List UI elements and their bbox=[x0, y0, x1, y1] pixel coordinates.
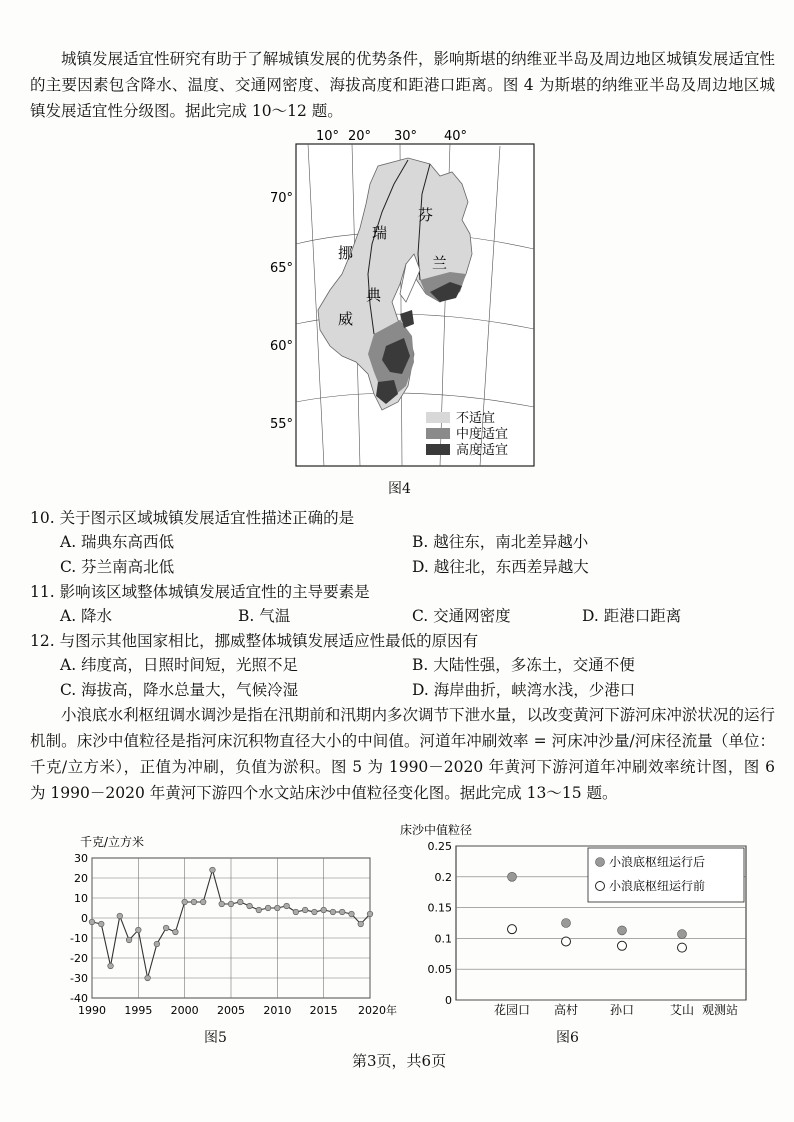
data-point bbox=[228, 901, 234, 907]
y-axis-title: 床沙中值粒径 bbox=[400, 823, 473, 837]
x-axis-title: 观测站 bbox=[702, 1003, 739, 1017]
y-tick-label: 0.1 bbox=[434, 932, 452, 946]
legend-marker-before bbox=[596, 882, 605, 891]
y-tick-label: 20 bbox=[74, 872, 88, 885]
legend-swatch-moderate bbox=[426, 428, 450, 439]
y-tick-label: 0.25 bbox=[427, 840, 452, 853]
y-tick-label: 0.15 bbox=[427, 901, 452, 915]
x-tick-label: 1990 bbox=[78, 1004, 106, 1017]
data-point-after bbox=[508, 872, 517, 881]
lat-label: 55° bbox=[270, 417, 294, 432]
y-tick-label: 0 bbox=[81, 912, 88, 925]
data-point bbox=[117, 913, 123, 919]
lon-label: 30° bbox=[394, 129, 418, 144]
question-11-option-b: B. 气温 bbox=[238, 607, 291, 625]
data-point bbox=[126, 937, 132, 943]
data-point bbox=[237, 899, 243, 905]
data-point bbox=[154, 941, 160, 947]
x-category-label: 高村 bbox=[553, 1003, 579, 1017]
y-tick-label: 0.2 bbox=[434, 870, 452, 884]
x-category-label: 花园口 bbox=[493, 1003, 531, 1017]
country-label-finland: 芬 bbox=[418, 206, 434, 224]
lat-label: 70° bbox=[270, 191, 294, 206]
country-label-norway: 威 bbox=[338, 310, 354, 328]
data-point bbox=[163, 925, 169, 931]
legend-swatch-high bbox=[426, 444, 450, 455]
legend-label: 小浪底枢纽运行前 bbox=[609, 879, 706, 893]
legend-swatch-unsuitable bbox=[426, 412, 450, 423]
y-tick-label: -10 bbox=[70, 932, 88, 945]
data-point bbox=[173, 929, 179, 935]
intro-paragraph-1 bbox=[30, 46, 775, 124]
question-11-option-d: D. 距港口距离 bbox=[582, 607, 682, 625]
data-point bbox=[182, 899, 188, 905]
country-label-finland: 兰 bbox=[432, 254, 448, 272]
lat-label: 65° bbox=[270, 261, 294, 276]
data-point bbox=[339, 909, 345, 915]
figure-5-caption: 图5 bbox=[204, 1030, 227, 1046]
data-point bbox=[145, 975, 151, 981]
country-label-norway: 挪 bbox=[338, 244, 354, 262]
data-point bbox=[98, 921, 104, 927]
lon-label: 40° bbox=[444, 129, 468, 144]
x-tick-label: 2005 bbox=[217, 1004, 245, 1017]
data-point bbox=[191, 899, 197, 905]
lon-label: 10° bbox=[316, 129, 340, 144]
data-point bbox=[358, 921, 364, 927]
intro-1-text: 城镇发展适宜性研究有助于了解城镇发展的优势条件，影响斯堪的纳维亚半岛及周边地区城镇发展适宜性的主要因素包含降水、温度、交通网密度、海拔高度和距港口距离。图 4 为斯堪的纳维亚半岛及周边地区城镇发展适宜性分级图。据此完成 10～12 题。 bbox=[30, 50, 775, 120]
data-point bbox=[321, 907, 327, 913]
question-11-option-a: A. 降水 bbox=[60, 607, 113, 625]
country-label-sweden: 典 bbox=[366, 286, 382, 304]
question-12-option-d: D. 海岸曲折，峡湾水浅，少港口 bbox=[412, 681, 636, 699]
question-12-stem: 12. 与图示其他国家相比，挪威整体城镇发展适应性最低的原因有 bbox=[30, 632, 479, 650]
y-tick-label: -20 bbox=[70, 952, 88, 965]
lon-label: 20° bbox=[348, 129, 372, 144]
question-11-stem: 11. 影响该区域整体城镇发展适宜性的主导要素是 bbox=[30, 583, 370, 601]
x-tick-label: 1995 bbox=[124, 1004, 153, 1017]
question-10-option-d: D. 越往北，东西差异越大 bbox=[412, 558, 589, 576]
country-label-sweden: 瑞 bbox=[372, 224, 388, 242]
question-12-option-b: B. 大陆性强，多冻土，交通不便 bbox=[412, 656, 635, 674]
data-point bbox=[293, 909, 299, 915]
data-point-after bbox=[618, 926, 627, 935]
data-point-after bbox=[678, 930, 687, 939]
data-point bbox=[108, 963, 114, 969]
data-point bbox=[247, 903, 253, 909]
question-10-stem: 10. 关于图示区域城镇发展适宜性描述正确的是 bbox=[30, 509, 355, 527]
x-category-label: 艾山 bbox=[669, 1003, 695, 1017]
y-axis-title: 千克/立方米 bbox=[80, 835, 145, 849]
x-tick-label: 2000 bbox=[170, 1004, 199, 1017]
data-point-before bbox=[618, 941, 627, 950]
page-footer: 第3页，共6页 bbox=[352, 1052, 447, 1070]
data-point bbox=[302, 907, 308, 913]
intro-paragraph-2 bbox=[30, 702, 775, 806]
x-category-label: 孙口 bbox=[609, 1003, 635, 1017]
question-12-option-c: C. 海拔高，降水总量大，气候冷湿 bbox=[60, 681, 299, 699]
legend-label: 中度适宜 bbox=[456, 427, 509, 442]
x-tick-label: 2020年 bbox=[358, 1004, 397, 1017]
legend-label: 高度适宜 bbox=[456, 443, 509, 458]
data-point bbox=[284, 903, 290, 909]
legend-label: 小浪底枢纽运行后 bbox=[609, 855, 706, 869]
y-tick-label: -30 bbox=[70, 972, 88, 985]
data-point bbox=[265, 905, 271, 911]
figure-6-chart bbox=[396, 818, 780, 1018]
data-point bbox=[275, 905, 281, 911]
data-point bbox=[219, 901, 225, 907]
y-tick-label: -40 bbox=[70, 992, 88, 1005]
figure-4-caption: 图4 bbox=[388, 481, 411, 497]
question-11-option-c: C. 交通网密度 bbox=[412, 607, 511, 625]
y-tick-label: 0 bbox=[445, 994, 452, 1007]
question-10-option-a: A. 瑞典东高西低 bbox=[60, 533, 175, 551]
x-tick-label: 2010 bbox=[263, 1004, 292, 1017]
data-point bbox=[210, 867, 216, 873]
lat-label: 60° bbox=[270, 339, 294, 354]
question-10-option-c: C. 芬兰南高北低 bbox=[60, 558, 175, 576]
data-point bbox=[89, 919, 95, 925]
legend-marker-after bbox=[596, 858, 605, 867]
y-tick-label: 10 bbox=[74, 892, 88, 905]
intro-2-text: 小浪底水利枢纽调水调沙是指在汛期前和汛期内多次调节下泄水量，以改变黄河下游河床冲淤状况的运行机制。床沙中值粒径是指河床沉积物直径大小的中间值。河道年冲刷效率 = 河床冲沙量/河床径流量（单位：千克/立方米），正值为冲刷，负值为淤积。图 5 为 1990－2020 年黄河下游河道年冲刷效率统计图，图 6 为 1990－2020 年黄河下游四个水文站床沙中值粒径变化图。据此完成 13～15 题。 bbox=[30, 706, 775, 802]
x-tick-label: 2015 bbox=[309, 1004, 338, 1017]
data-point bbox=[200, 899, 206, 905]
data-point bbox=[136, 927, 142, 933]
data-point-before bbox=[508, 925, 517, 934]
data-point bbox=[367, 911, 373, 917]
data-point bbox=[330, 909, 336, 915]
legend-label: 不适宜 bbox=[456, 411, 496, 426]
figure-4-map bbox=[270, 124, 540, 474]
data-point-before bbox=[678, 943, 687, 952]
figure-6-caption: 图6 bbox=[556, 1030, 579, 1046]
question-10-option-b: B. 越往东，南北差异越小 bbox=[412, 533, 589, 551]
question-12-option-a: A. 纬度高，日照时间短，光照不足 bbox=[60, 656, 299, 674]
data-point bbox=[256, 907, 262, 913]
figure-5-chart bbox=[40, 832, 400, 1022]
data-point-before bbox=[562, 937, 571, 946]
data-point-after bbox=[562, 919, 571, 928]
y-tick-label: 0.05 bbox=[427, 963, 452, 977]
data-point bbox=[349, 911, 355, 917]
y-tick-label: 30 bbox=[74, 852, 88, 865]
data-point bbox=[312, 909, 318, 915]
